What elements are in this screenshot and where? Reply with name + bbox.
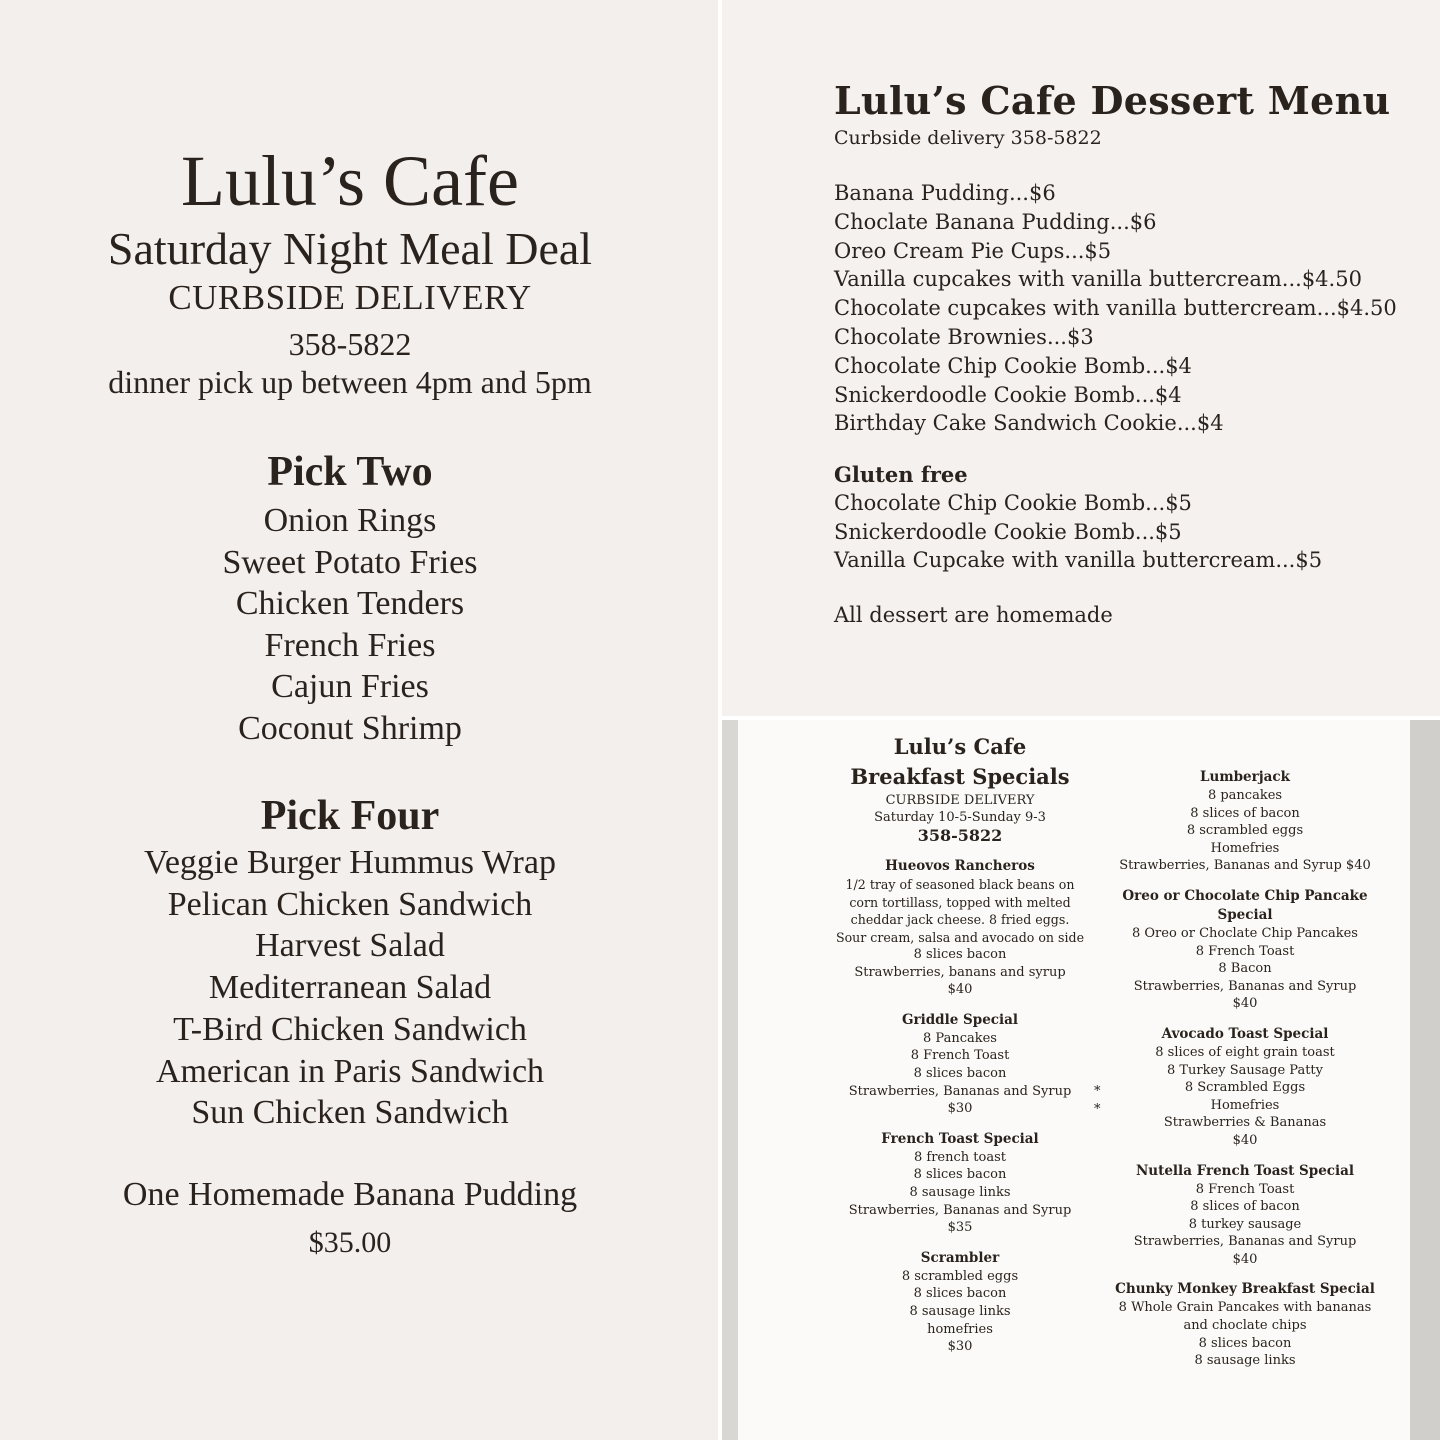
- list-item: Pelican Chicken Sandwich: [167, 885, 533, 923]
- dessert-curbside: Curbside delivery 358-5822: [834, 127, 1102, 149]
- list-item: Chicken Tenders: [235, 585, 465, 623]
- list-item: $30: [947, 1101, 973, 1117]
- breakfast-subtitle: Breakfast Specials: [850, 764, 1070, 789]
- list-item: Strawberries, Bananas and Syrup: [848, 1202, 1072, 1218]
- list-item: Strawberries, Bananas and Syrup: [1133, 978, 1357, 994]
- pick-four-list: [0, 842, 700, 1134]
- list-item: Oreo Cream Pie Cups...$5: [834, 238, 1112, 263]
- list-item: Sun Chicken Sandwich: [191, 1094, 509, 1132]
- list-item: 8 sausage links: [1194, 1353, 1296, 1369]
- list-item: Chocolate Chip Cookie Bomb...$4: [834, 353, 1192, 378]
- special-items: [1110, 1044, 1380, 1150]
- collage-divider: [718, 0, 722, 1440]
- special-name: Nutella French Toast Special: [1135, 1162, 1355, 1179]
- list-item: 8 slices of bacon: [1190, 1199, 1300, 1215]
- list-item: 8 turkey sausage: [1188, 1216, 1302, 1232]
- list-item: 8 French Toast: [1195, 1181, 1295, 1197]
- list-item: $35: [947, 1220, 973, 1236]
- special-items: [1110, 787, 1380, 875]
- list-item: 8 French Toast: [1195, 943, 1295, 959]
- list-item: 8 slices of bacon: [1190, 805, 1300, 821]
- list-item: 8 sausage links: [909, 1184, 1011, 1200]
- special-items: [1110, 1299, 1380, 1369]
- list-item: $40: [947, 982, 973, 998]
- special-name: Oreo or Chocolate Chip Pancake Special: [1122, 887, 1368, 923]
- special-hueovos-rancheros: [834, 857, 1086, 999]
- asterisk-mark: *: [1094, 1084, 1101, 1099]
- list-item: $40: [1232, 996, 1258, 1012]
- special-griddle: [834, 1011, 1086, 1118]
- meal-deal-pickup-time: dinner pick up between 4pm and 5pm: [108, 364, 592, 400]
- pick-two-list: [0, 500, 700, 750]
- meal-deal-subtitle: Saturday Night Meal Deal: [107, 223, 593, 274]
- list-item: 8 Scrambled Eggs: [1184, 1080, 1306, 1096]
- dessert-menu: [720, 0, 1440, 718]
- list-item: 8 Pancakes: [923, 1030, 997, 1046]
- list-item: Strawberries, banans and syrup: [854, 964, 1066, 980]
- special-name: Avocado Toast Special: [1161, 1025, 1329, 1042]
- special-items: [1110, 1181, 1380, 1269]
- list-item: $40: [1232, 1132, 1258, 1148]
- breakfast-left-column: [834, 732, 1086, 1356]
- list-item: $30: [947, 1339, 973, 1355]
- special-name: Hueovos Rancheros: [885, 858, 1035, 874]
- list-item: and choclate chips: [1183, 1318, 1307, 1334]
- list-item: Strawberries, Bananas and Syrup: [848, 1083, 1072, 1099]
- special-avocado-toast: [1110, 1025, 1380, 1150]
- list-item: 8 Oreo or Choclate Chip Pancakes: [1132, 925, 1358, 941]
- pick-four-heading: Pick Four: [260, 793, 440, 839]
- breakfast-right-column: [1110, 768, 1380, 1370]
- special-name: Chunky Monkey Breakfast Special: [1115, 1281, 1375, 1298]
- list-item: 8 french toast: [914, 1149, 1006, 1165]
- list-item: Chocolate Chip Cookie Bomb...$5: [834, 491, 1192, 516]
- special-items: [834, 1030, 1086, 1118]
- dessert-note: All dessert are homemade: [834, 602, 1113, 627]
- list-item: French Fries: [264, 626, 436, 664]
- breakfast-curbside: CURBSIDE DELIVERY: [885, 793, 1035, 808]
- list-item: Strawberries, Bananas and Syrup: [1133, 1234, 1357, 1250]
- special-items: [834, 1149, 1086, 1237]
- list-item: 8 slices bacon: [913, 1167, 1007, 1183]
- list-item: Chocolate cupcakes with vanilla buttercream...$4.50: [834, 296, 1397, 321]
- list-item: Homefries: [1210, 840, 1280, 856]
- list-item: 8 French Toast: [910, 1048, 1010, 1064]
- asterisk-mark: *: [1094, 1102, 1101, 1117]
- meal-deal-curbside: CURBSIDE DELIVERY: [168, 278, 532, 317]
- list-item: Homefries: [1210, 1097, 1280, 1113]
- meal-deal-title: Lulu’s Cafe: [181, 141, 519, 221]
- list-item: Choclate Banana Pudding...$6: [834, 209, 1157, 234]
- special-items: [834, 946, 1086, 999]
- list-item: 8 scrambled eggs: [1186, 823, 1304, 839]
- list-item: Chocolate Brownies...$3: [834, 324, 1094, 349]
- list-item: Vanilla Cupcake with vanilla buttercream...$5: [834, 548, 1323, 573]
- table-surface: [1410, 718, 1440, 1440]
- list-item: Snickerdoodle Cookie Bomb...$5: [834, 519, 1182, 544]
- list-item: 8 slices bacon: [913, 1286, 1007, 1302]
- pick-two-heading: Pick Two: [267, 449, 433, 495]
- list-item: Strawberries, Bananas and Syrup $40: [1119, 858, 1371, 874]
- list-item: Cajun Fries: [271, 668, 429, 706]
- list-item: 8 Whole Grain Pancakes with bananas: [1118, 1300, 1372, 1316]
- dessert-title: Lulu’s Cafe Dessert Menu: [834, 78, 1391, 123]
- collage-divider: [720, 716, 1440, 720]
- breakfast-phone: 358-5822: [917, 826, 1003, 845]
- special-name: French Toast Special: [881, 1130, 1039, 1147]
- breakfast-hours: Saturday 10-5-Sunday 9-3: [874, 810, 1046, 825]
- special-oreo-pancake: [1110, 887, 1380, 1013]
- list-item: Harvest Salad: [255, 927, 445, 965]
- special-lumberjack: [1110, 768, 1380, 875]
- list-item: homefries: [927, 1321, 993, 1337]
- list-item: Vanilla cupcakes with vanilla buttercream...$4.50: [834, 267, 1362, 292]
- list-item: 8 pancakes: [1207, 788, 1283, 803]
- dessert-list: [834, 179, 1424, 438]
- list-item: Strawberries & Bananas: [1163, 1115, 1327, 1131]
- list-item: Birthday Cake Sandwich Cookie...$4: [834, 411, 1224, 436]
- list-item: 8 scrambled eggs: [901, 1268, 1019, 1284]
- list-item: T-Bird Chicken Sandwich: [173, 1010, 527, 1048]
- list-item: Coconut Shrimp: [238, 709, 462, 747]
- list-item: 8 sausage links: [909, 1303, 1011, 1319]
- special-items: [1110, 925, 1380, 1013]
- breakfast-sheet: [738, 718, 1410, 1440]
- special-items: [834, 1268, 1086, 1356]
- list-item: Banana Pudding...$6: [834, 181, 1056, 205]
- list-item: Veggie Burger Hummus Wrap: [144, 844, 556, 881]
- list-item: 8 Bacon: [1218, 961, 1272, 977]
- list-item: American in Paris Sandwich: [155, 1052, 545, 1090]
- list-item: 8 slices bacon: [913, 1065, 1007, 1081]
- special-name: Scrambler: [920, 1249, 1000, 1266]
- special-scrambler: [834, 1249, 1086, 1356]
- gluten-free-list: [834, 489, 1424, 575]
- breakfast-menu: [720, 718, 1440, 1440]
- meal-deal-price: $35.00: [308, 1226, 392, 1259]
- list-item: 8 Turkey Sausage Patty: [1166, 1062, 1323, 1078]
- list-item: 8 slices of eight grain toast: [1155, 1044, 1335, 1060]
- list-item: $40: [1232, 1251, 1258, 1267]
- meal-deal-pudding: One Homemade Banana Pudding: [122, 1176, 578, 1213]
- meal-deal-phone: 358-5822: [288, 326, 412, 362]
- list-item: Mediterranean Salad: [208, 969, 492, 1007]
- list-item: 8 slices bacon: [1198, 1335, 1292, 1351]
- breakfast-title: Lulu’s Cafe: [893, 734, 1027, 759]
- special-name: Lumberjack: [1200, 769, 1290, 785]
- list-item: Snickerdoodle Cookie Bomb...$4: [834, 382, 1182, 407]
- list-item: Sweet Potato Fries: [222, 543, 478, 581]
- gluten-free-heading: Gluten free: [834, 462, 968, 488]
- special-french-toast: [834, 1130, 1086, 1237]
- list-item: Onion Rings: [263, 502, 437, 539]
- special-nutella-french-toast: [1110, 1162, 1380, 1269]
- special-name: Griddle Special: [901, 1011, 1019, 1028]
- special-chunky-monkey: [1110, 1280, 1380, 1369]
- special-description: 1/2 tray of seasoned black beans on corn tortillass, topped with melted cheddar jack cheese. 8 fried eggs. Sour cream, salsa and avocado on side: [835, 877, 1085, 945]
- list-item: 8 slices bacon: [913, 947, 1007, 962]
